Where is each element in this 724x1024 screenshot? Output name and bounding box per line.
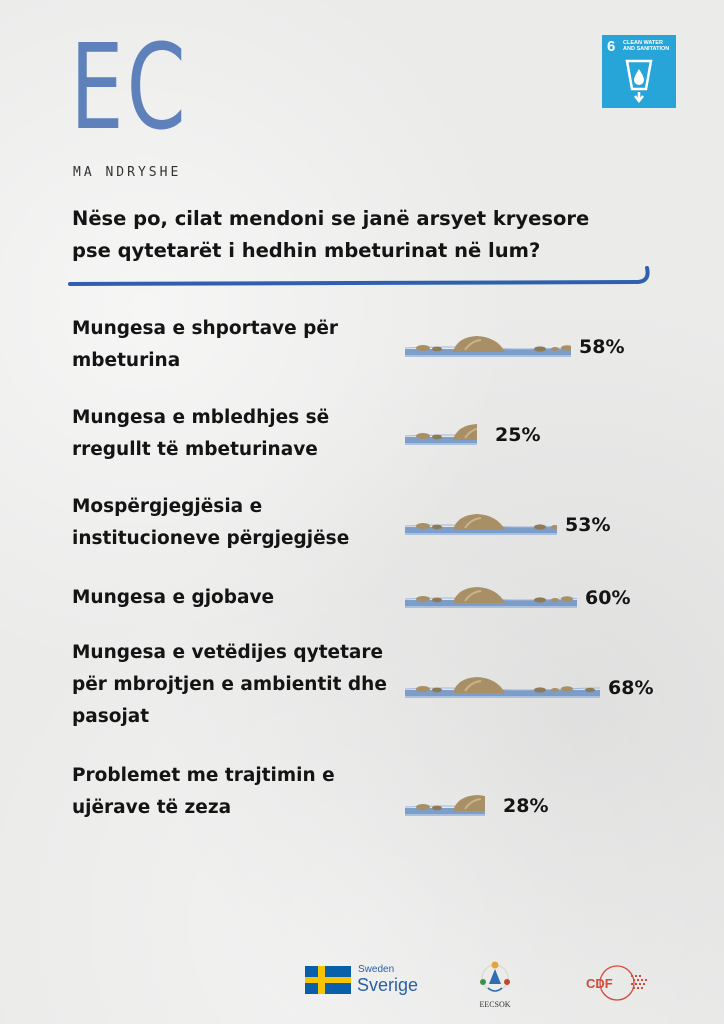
eecsok-emblem-icon <box>470 958 520 998</box>
value-label: 68% <box>608 677 654 699</box>
sdg-number: 6 <box>607 38 616 55</box>
value-label: 28% <box>503 795 549 817</box>
category-label: Mungesa e mbledhjes së rregullt të mbeturinave <box>72 407 330 460</box>
cdf-label: CDF <box>586 976 613 991</box>
value-label: 53% <box>565 514 611 536</box>
eecsok-logo <box>470 958 520 1014</box>
value-label: 25% <box>495 424 541 446</box>
category-label: Mungesa e gjobave <box>72 587 275 608</box>
bar <box>405 584 577 614</box>
category-label: Mungesa e shportave për mbeturina <box>72 318 339 371</box>
cdf-emblem-icon <box>583 963 655 1003</box>
sweden-label-small: Sweden <box>358 964 395 975</box>
bar <box>405 674 600 704</box>
water-drop-glass-icon <box>624 59 654 103</box>
logo-letters: EC <box>70 18 189 156</box>
value-label: 58% <box>579 336 625 358</box>
cdf-logo <box>583 963 655 1003</box>
bar <box>405 421 477 451</box>
sdg-badge <box>602 35 676 108</box>
category-label: Mungesa e vetëdijes qytetare për mbrojtjen e ambientit dhe pasojat <box>72 642 387 727</box>
logo-tagline: MA NDRYSHE <box>73 165 182 180</box>
category-label: Mospërgjegjësia e institucioneve përgjegjëse <box>72 496 350 549</box>
category-label: Problemet me trajtimin e ujërave të zeza <box>72 765 335 818</box>
sweden-logo <box>305 962 423 998</box>
question-underline <box>62 262 656 296</box>
sweden-flag-icon <box>305 966 351 994</box>
bar <box>405 792 485 822</box>
bar <box>405 333 571 363</box>
sdg-text: CLEAN WATER AND SANITATION <box>623 40 670 52</box>
survey-question: Nëse po, cilat mendoni se janë arsyet kryesore pse qytetarët i hedhin mbeturinat në lum? <box>72 207 590 262</box>
sweden-label-big: Sverige <box>357 975 419 995</box>
value-label: 60% <box>585 587 631 609</box>
eecsok-label: EECSOK <box>479 1000 511 1009</box>
bar <box>405 511 557 541</box>
